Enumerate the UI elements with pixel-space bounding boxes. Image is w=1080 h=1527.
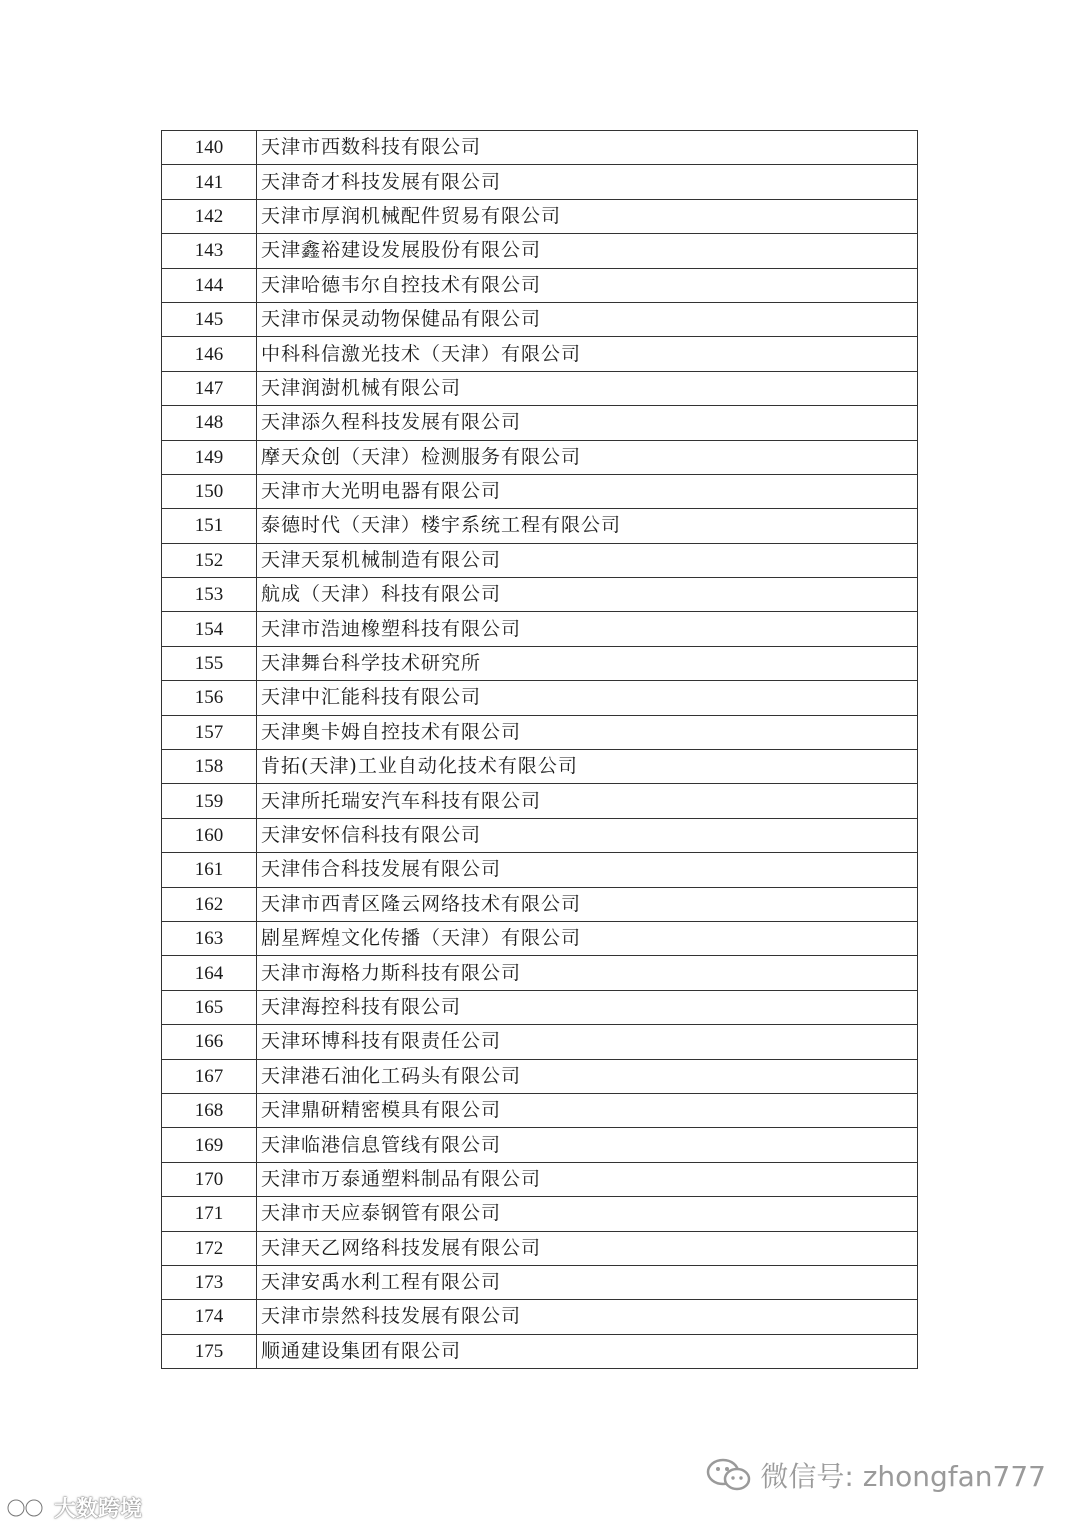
row-number: 151 [162,509,257,543]
table-row [162,750,918,784]
row-number: 158 [162,750,257,784]
table-row [162,887,918,921]
company-name: 天津哈德韦尔自控技术有限公司 [257,268,918,302]
row-number: 163 [162,921,257,955]
corner-watermark [6,1492,142,1523]
table-row [162,646,918,680]
table-row [162,199,918,233]
table-row [162,1128,918,1162]
row-number: 140 [162,131,257,165]
company-name: 天津中汇能科技有限公司 [257,681,918,715]
company-name: 天津安怀信科技有限公司 [257,818,918,852]
row-number: 166 [162,1025,257,1059]
company-name: 天津市万泰通塑料制品有限公司 [257,1162,918,1196]
table-row [162,543,918,577]
company-list-table [161,130,918,1369]
table-row [162,1265,918,1299]
row-number: 149 [162,440,257,474]
row-number: 154 [162,612,257,646]
table-row [162,268,918,302]
table-row [162,1334,918,1368]
company-name: 天津市厚润机械配件贸易有限公司 [257,199,918,233]
row-number: 147 [162,371,257,405]
table-row [162,784,918,818]
table-row [162,474,918,508]
company-name: 天津临港信息管线有限公司 [257,1128,918,1162]
company-name: 天津海控科技有限公司 [257,990,918,1024]
row-number: 164 [162,956,257,990]
row-number: 155 [162,646,257,680]
table-row [162,131,918,165]
table-row [162,853,918,887]
table-row [162,990,918,1024]
company-name: 泰德时代（天津）楼宇系统工程有限公司 [257,509,918,543]
row-number: 168 [162,1093,257,1127]
table-row [162,1197,918,1231]
wechat-id-text: 微信号: zhongfan777 [760,1460,1046,1493]
table-row [162,1300,918,1334]
row-number: 160 [162,818,257,852]
table-row [162,1231,918,1265]
company-name: 天津市西数科技有限公司 [257,131,918,165]
company-name: 天津港石油化工码头有限公司 [257,1059,918,1093]
table-row [162,1093,918,1127]
company-name: 天津舞台科学技术研究所 [257,646,918,680]
company-name: 摩天众创（天津）检测服务有限公司 [257,440,918,474]
row-number: 157 [162,715,257,749]
company-name: 天津所托瑞安汽车科技有限公司 [257,784,918,818]
table-row [162,681,918,715]
row-number: 175 [162,1334,257,1368]
company-name: 航成（天津）科技有限公司 [257,578,918,612]
table-row [162,818,918,852]
company-name: 顺通建设集团有限公司 [257,1334,918,1368]
row-number: 167 [162,1059,257,1093]
table-row [162,715,918,749]
brand-logo-icon [6,1496,50,1520]
table-row [162,371,918,405]
company-name: 天津奇才科技发展有限公司 [257,165,918,199]
row-number: 142 [162,199,257,233]
company-name: 天津伟合科技发展有限公司 [257,853,918,887]
company-name: 天津奥卡姆自控技术有限公司 [257,715,918,749]
company-name: 天津环博科技有限责任公司 [257,1025,918,1059]
row-number: 172 [162,1231,257,1265]
table-row [162,921,918,955]
table-row [162,1025,918,1059]
row-number: 161 [162,853,257,887]
company-name: 肯拓(天津)工业自动化技术有限公司 [257,750,918,784]
company-name: 天津市天应泰钢管有限公司 [257,1197,918,1231]
row-number: 156 [162,681,257,715]
company-name: 天津市崇然科技发展有限公司 [257,1300,918,1334]
row-number: 159 [162,784,257,818]
corner-brand-text: 大数跨境 [54,1497,143,1522]
company-name: 天津市浩迪橡塑科技有限公司 [257,612,918,646]
wechat-logo-icon [706,1457,752,1493]
table-row [162,1059,918,1093]
row-number: 165 [162,990,257,1024]
company-name: 天津天泵机械制造有限公司 [257,543,918,577]
company-list-body [162,131,918,1369]
row-number: 169 [162,1128,257,1162]
company-name: 天津市海格力斯科技有限公司 [257,956,918,990]
company-name: 天津润澍机械有限公司 [257,371,918,405]
row-number: 144 [162,268,257,302]
row-number: 150 [162,474,257,508]
company-name: 天津市保灵动物保健品有限公司 [257,302,918,336]
row-number: 173 [162,1265,257,1299]
table-row [162,612,918,646]
row-number: 174 [162,1300,257,1334]
table-row [162,302,918,336]
row-number: 152 [162,543,257,577]
row-number: 143 [162,234,257,268]
company-name: 天津鑫裕建设发展股份有限公司 [257,234,918,268]
table-row [162,406,918,440]
table-row [162,509,918,543]
table-row [162,165,918,199]
table-row [162,440,918,474]
company-name: 天津添久程科技发展有限公司 [257,406,918,440]
row-number: 162 [162,887,257,921]
row-number: 145 [162,302,257,336]
wechat-watermark [706,1455,1046,1495]
row-number: 170 [162,1162,257,1196]
row-number: 148 [162,406,257,440]
table-row [162,234,918,268]
table-row [162,956,918,990]
row-number: 153 [162,578,257,612]
table-row [162,1162,918,1196]
company-name: 天津天乙网络科技发展有限公司 [257,1231,918,1265]
row-number: 146 [162,337,257,371]
company-name: 天津安禹水利工程有限公司 [257,1265,918,1299]
company-name: 天津鼎研精密模具有限公司 [257,1093,918,1127]
company-name: 天津市大光明电器有限公司 [257,474,918,508]
table-row [162,337,918,371]
company-name: 中科科信激光技术（天津）有限公司 [257,337,918,371]
company-name: 天津市西青区隆云网络技术有限公司 [257,887,918,921]
company-name: 剧星辉煌文化传播（天津）有限公司 [257,921,918,955]
table-row [162,578,918,612]
row-number: 171 [162,1197,257,1231]
row-number: 141 [162,165,257,199]
